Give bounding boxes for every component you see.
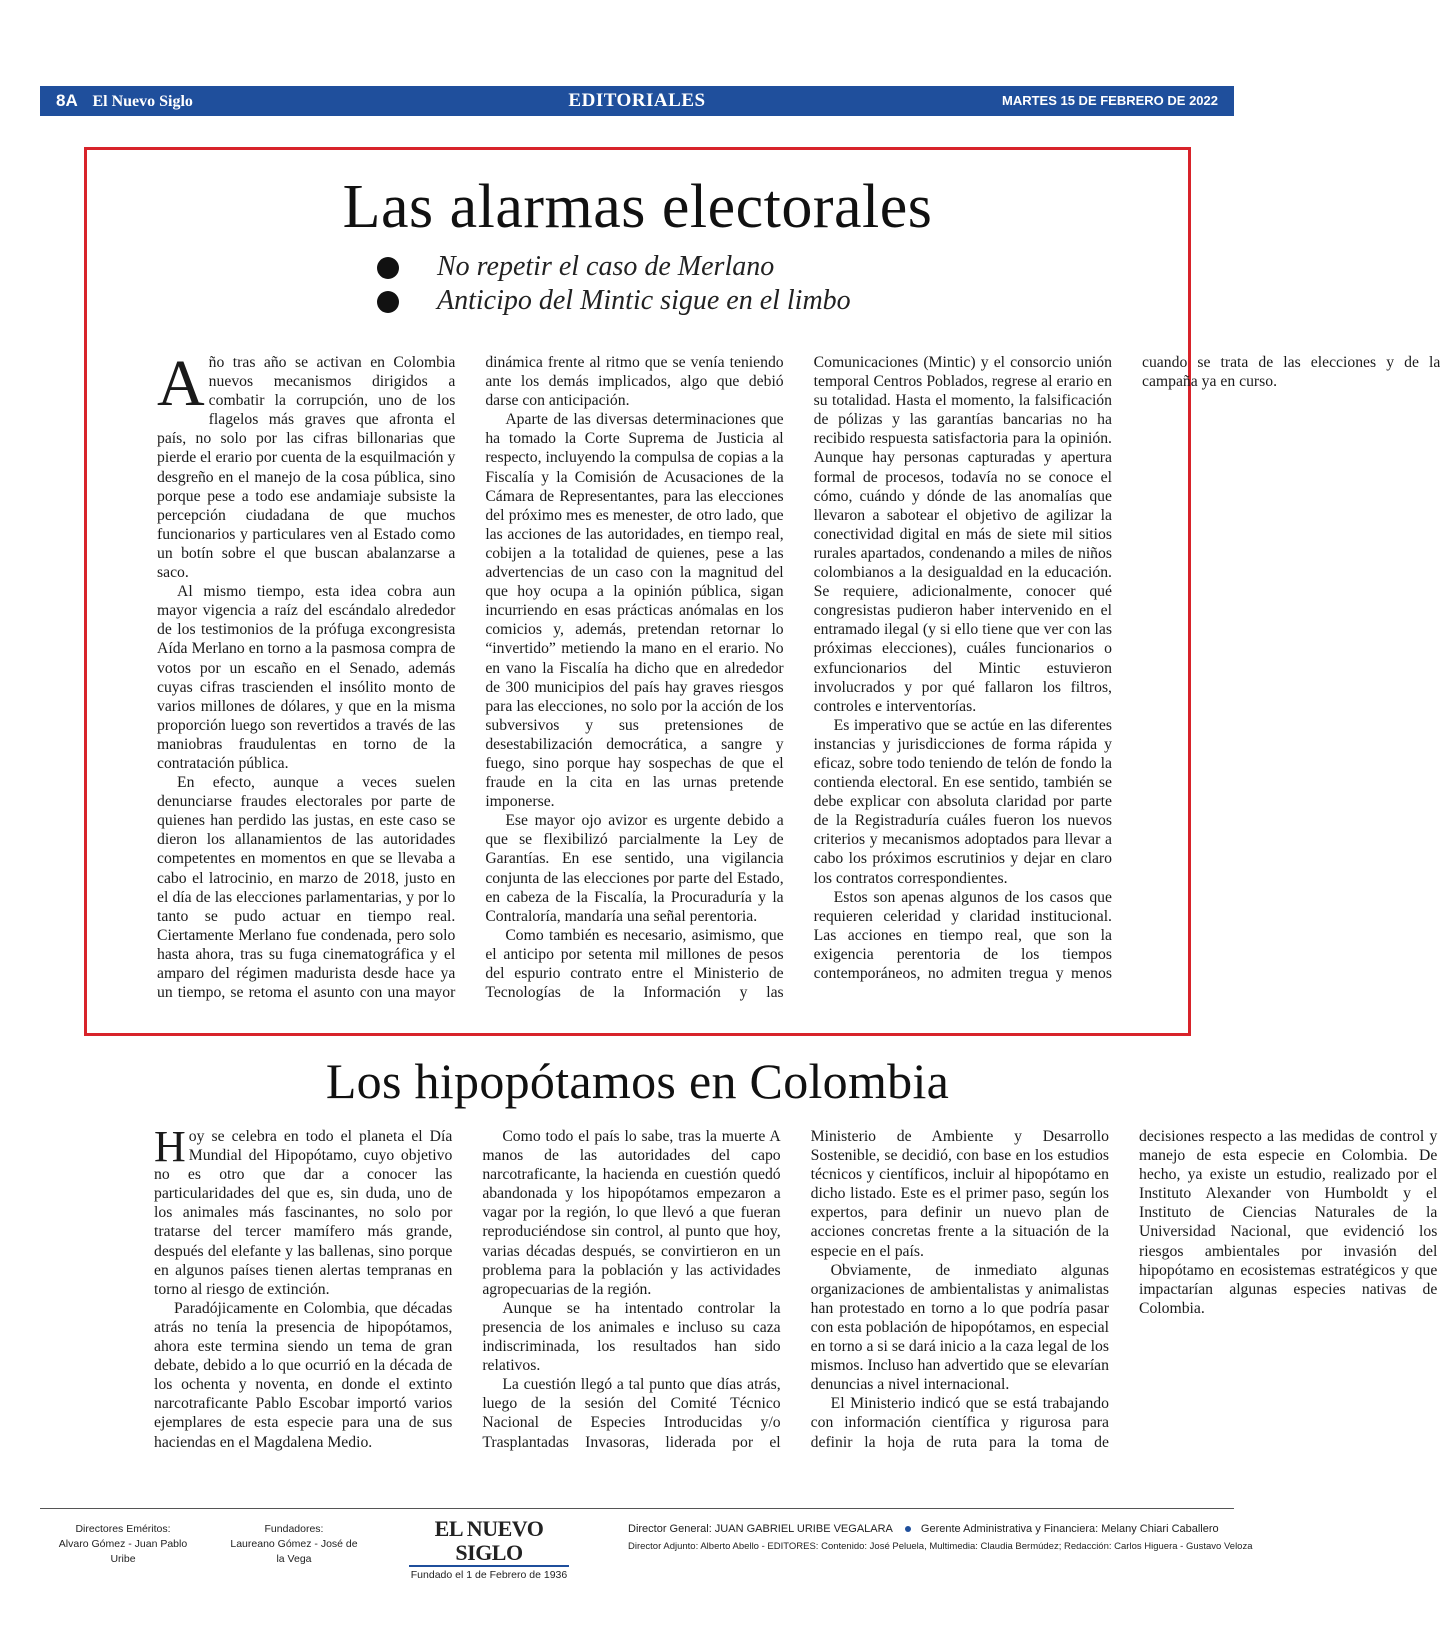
paragraph: En efecto, aunque a veces suelen denunciarse fraudes electorales por parte de quienes han perdido las justas, en este caso se dieron los allanamientos de las autoridades competentes en momentos en que se llevaba a cabo el latrocinio, en marzo de 2018, justo en el día de las elecciones parlamentarias, y por lo tanto se pudo actuar en tiempo real. Ciertamente Merlano fue condenada, pero solo hasta ahora, tras su fuga cinematográfica y el amparo del régimen madurista desde hace ya un tiempo, se retoma el asunto con una mayor dinámica frente al ritmo que se venía teniendo ante los demás implicados, algo que debió darse con anticipación. bbox=[157, 354, 784, 1002]
editors-line: Director Adjunto: Alberto Abello - EDITORES: Contenido: José Peluela, Multimedia: Claudia Bermúdez; Redacción: Carlos Higuera - Gustavo Veloza bbox=[628, 1541, 1253, 1552]
subhead bbox=[377, 284, 1077, 318]
staff-line-1 bbox=[628, 1520, 1219, 1538]
logo-text: EL NUEVO SIGLO bbox=[409, 1517, 569, 1567]
subhead-text: No repetir el caso de Merlano bbox=[437, 251, 775, 282]
bullet-icon bbox=[377, 257, 399, 279]
subheads bbox=[377, 250, 1077, 318]
paragraph: El Ministerio indicó que se está trabajando con información científica y rigurosa para definir la hoja de ruta para la toma de decisiones respecto a las medidas de control y manejo de esta especie en Colombia. De hecho, ya existe un estudio, realizado por el Instituto Alexander von Humboldt y el Instituto de Ciencias Naturales de la Universidad Nacional, que evidenció los riesgos ambientales por invasión del hipopótamo en ecosistemas estratégicos y que impactarían algunas especies nativas de Colombia. bbox=[810, 1128, 1438, 1451]
founded-date: Fundado el 1 de Febrero de 1936 bbox=[410, 1569, 568, 1581]
bullet-icon bbox=[377, 291, 399, 313]
footer-divider bbox=[40, 1508, 1234, 1509]
paragraph: Obviamente, de inmediato algunas organizaciones de ambientalistas y animalistas han protestado en torno a lo que podría pasar con esta población de hipopótamos, en especial en torno a si se dará inicio a la caza legal de los mismos. Incluso han advertido que se elevarían denuncias a nivel internacional. bbox=[810, 1261, 1109, 1394]
editorial-title: Los hipopótamos en Colombia bbox=[325, 1053, 950, 1109]
dropcap: H bbox=[154, 1122, 186, 1171]
paragraph: Aparte de las diversas determinaciones que ha tomado la Corte Suprema de Justicia al respecto, incluyendo la compulsa de copias a la Fiscalía y la Comisión de Acusaciones de la Cámara de Representantes, para las elecciones del próximo mes es menester, de otro lado, que las acciones de las autoridades, en tiempo real, cobijen a la totalidad de quienes, pese a las advertencias de un caso con la magnitud del que hoy ocupa a la opinión pública, sigan incurriendo en esas prácticas anómalas en los comicios y, además, pretendan retornar lo “invertido” metiendo la mano en el erario. No en vano la Fiscalía ha dicho que en alrededor de 300 municipios del país hay graves riesgos para las elecciones, no solo por la acción de los subversivos y sus pretensiones de desestabilización democrática, a sangre y fuego, sino porque hay sospechas de que el fraude en la cita en las urnas pretende imponerse. bbox=[485, 411, 784, 811]
subhead-text: Anticipo del Mintic sigue en el limbo bbox=[437, 285, 851, 316]
issue-date: MARTES 15 DE FEBRERO DE 2022 bbox=[1001, 93, 1218, 108]
bullet-icon bbox=[905, 1526, 911, 1532]
paragraph: Paradójicamente en Colombia, que décadas atrás no tenía la presencia de hipopótamos, ahora este termina siendo un tema de gran debate, debido a lo que ocurrió en la década de los ochenta y noventa, en donde el extinto narcotraficante Pablo Escobar importó varios ejemplares de esta especie para una de sus haciendas en el Magdalena Medio. bbox=[154, 1299, 453, 1451]
founders-label: Fundadores: bbox=[264, 1523, 324, 1535]
paragraph: Al mismo tiempo, esta idea cobra aun mayor vigencia a raíz del escándalo alrededor de los testimonios de la prófuga excongresista Aída Merlano en torno a la pasmosa compra de votos por un escaño en el Senado, además cuyas cifras trascienden el insólito monto de varios millones de dólares, y que en la misma proporción luego son revertidos a través de las maniobras fraudulentas en torno de la contratación pública. bbox=[157, 583, 456, 772]
director-general: Director General: JUAN GABRIEL URIBE VEGALARA bbox=[628, 1523, 893, 1535]
editorial-body bbox=[157, 347, 1440, 1013]
paragraph bbox=[154, 1122, 453, 1299]
emeritus-label: Directores Eméritos: bbox=[75, 1523, 171, 1535]
newspaper-logo bbox=[409, 1517, 569, 1581]
section-title: EDITORIALES bbox=[568, 90, 706, 111]
editorial-title: Las alarmas electorales bbox=[342, 173, 933, 241]
dropcap: A bbox=[157, 347, 205, 420]
brand-name: El Nuevo Siglo bbox=[92, 93, 193, 110]
subhead bbox=[377, 250, 1077, 284]
founders-names: Laureano Gómez - José de la Vega bbox=[230, 1538, 358, 1565]
paragraph: Es imperativo que se actúe en las diferentes instancias y jurisdicciones de forma rápida y eficaz, sobre todo teniendo de telón de fondo la contienda electoral. En ese sentido, también se debe explicar con absoluta claridad por parte de la Registraduría cuáles fueron los nuevos criterios y mecanismos adoptados para llevar a cabo los próximos escrutinios y dejar en claro los contratos correspondientes. bbox=[813, 716, 1112, 887]
paragraph bbox=[157, 347, 456, 582]
paragraph: Como también es necesario, asimismo, que el anticipo por setenta mil millones de pesos del espurio contrato entre el Ministerio de Tecnologías de la Información y las Comunicaciones (Mintic) y el consorcio unión temporal Centros Poblados, regrese al erario en su totalidad. Hasta el momento, la falsificación de pólizas y las garantías bancarias no ha recibido respuesta satisfactoria para la opinión. Aunque hay personas capturadas y apertura formal de procesos, todavía no se conoce el cómo, cuándo y dónde de las anomalías que llevaron a sabotear el objetivo de agilizar la conectividad digital en más de siete mil sitios rurales apartados, condenando a miles de niños colombianos a la desigualdad en la educación. Se requiere, adicionalmente, conocer qué congresistas pudieron haber intervenido en el entramado ilegal (y si ello tiene que ver con las próximas elecciones), cuáles funcionarios o exfuncionarios del Mintic estuvieron involucrados y por qué fallaron los filtros, controles e interventorías. bbox=[485, 354, 1112, 1002]
paragraph: La cuestión llegó a tal punto que días atrás, luego de la sesión del Comité Técnico Nacional de Especies Introducidas y/o Trasplantadas Invasoras, liderada por el Ministerio de Ambiente y Desarrollo Sostenible, se decidió, con base en los estudios técnicos y científicos, incluir al hipopótamo en dicho listado. Este es el primer paso, según los expertos, para definir un nuevo plan de acciones concretas frente a la situación de la especie en el país. bbox=[482, 1128, 1109, 1451]
page-number: 8A bbox=[56, 91, 78, 110]
administrative-manager: Gerente Administrativa y Financiera: Melany Chiari Caballero bbox=[920, 1523, 1219, 1535]
staff-credits bbox=[628, 1520, 1253, 1556]
paragraph: Ese mayor ojo avizor es urgente debido a que se flexibilizó parcialmente la Ley de Garantías. En ese sentido, una vigilancia conjunta de las elecciones por parte del Estado, en cabeza de la Fiscalía, la Procuraduría y la Contraloría, mandaría una señal perentoria. bbox=[485, 812, 784, 925]
founders bbox=[226, 1522, 362, 1567]
page-header bbox=[40, 86, 1234, 116]
editorial-body bbox=[154, 1122, 1438, 1467]
paragraph-text: oy se celebra en todo el planeta el Día Mundial del Hipopótamo, cuyo objetivo no es otro que dar a conocer las particularidades del que es, sin duda, uno de los animales más fascinantes, no solo por tratarse del tercer mamífero más grande, después del elefante y las ballenas, sino porque en algunos países tienen alertas tempranas en torno al riesgo de extinción. bbox=[154, 1128, 453, 1298]
paragraph: Estos son apenas algunos de los casos que requieren celeridad y claridad institucional. Las acciones en tiempo real, que son la exigencia perentoria de los tiempos contemporáneos, no admiten tregua y menos cuando se trata de las elecciones y de la campaña ya en curso. bbox=[813, 354, 1440, 982]
emeritus-names: Alvaro Gómez - Juan Pablo Uribe bbox=[58, 1538, 188, 1565]
emeritus-directors bbox=[58, 1522, 188, 1567]
paragraph-text: ño tras año se activan en Colombia nuevos mecanismos dirigidos a combatir la corrupción, uno de los flagelos más graves que afronta el país, no solo por las cifras billonarias que pierde el erario por cuenta de la esquilmación y desgreño en el manejo de la cosa pública, sino porque pese a todo ese andamiaje subsiste la percepción ciudadana de que muchos funcionarios y particulares ven al Estado como un botín sobre el que buscan abalanzarse a saco. bbox=[157, 354, 456, 582]
paragraph: Aunque se ha intentado controlar la presencia de los animales e incluso su caza indiscriminada, los resultados han sido relativos. bbox=[482, 1299, 781, 1375]
editorial-box bbox=[84, 147, 1440, 1036]
paragraph: Como todo el país lo sabe, tras la muerte A manos de las autoridades del capo narcotraficante, la hacienda en cuestión quedó abandonada y los hipopótamos empezaron a vagar por la región, lo que llevó a que fueran reproduciéndose sin control, al punto que hoy, varias décadas después, se convirtieron en un problema para la población y las actividades agropecuarias de la región. bbox=[482, 1128, 781, 1298]
